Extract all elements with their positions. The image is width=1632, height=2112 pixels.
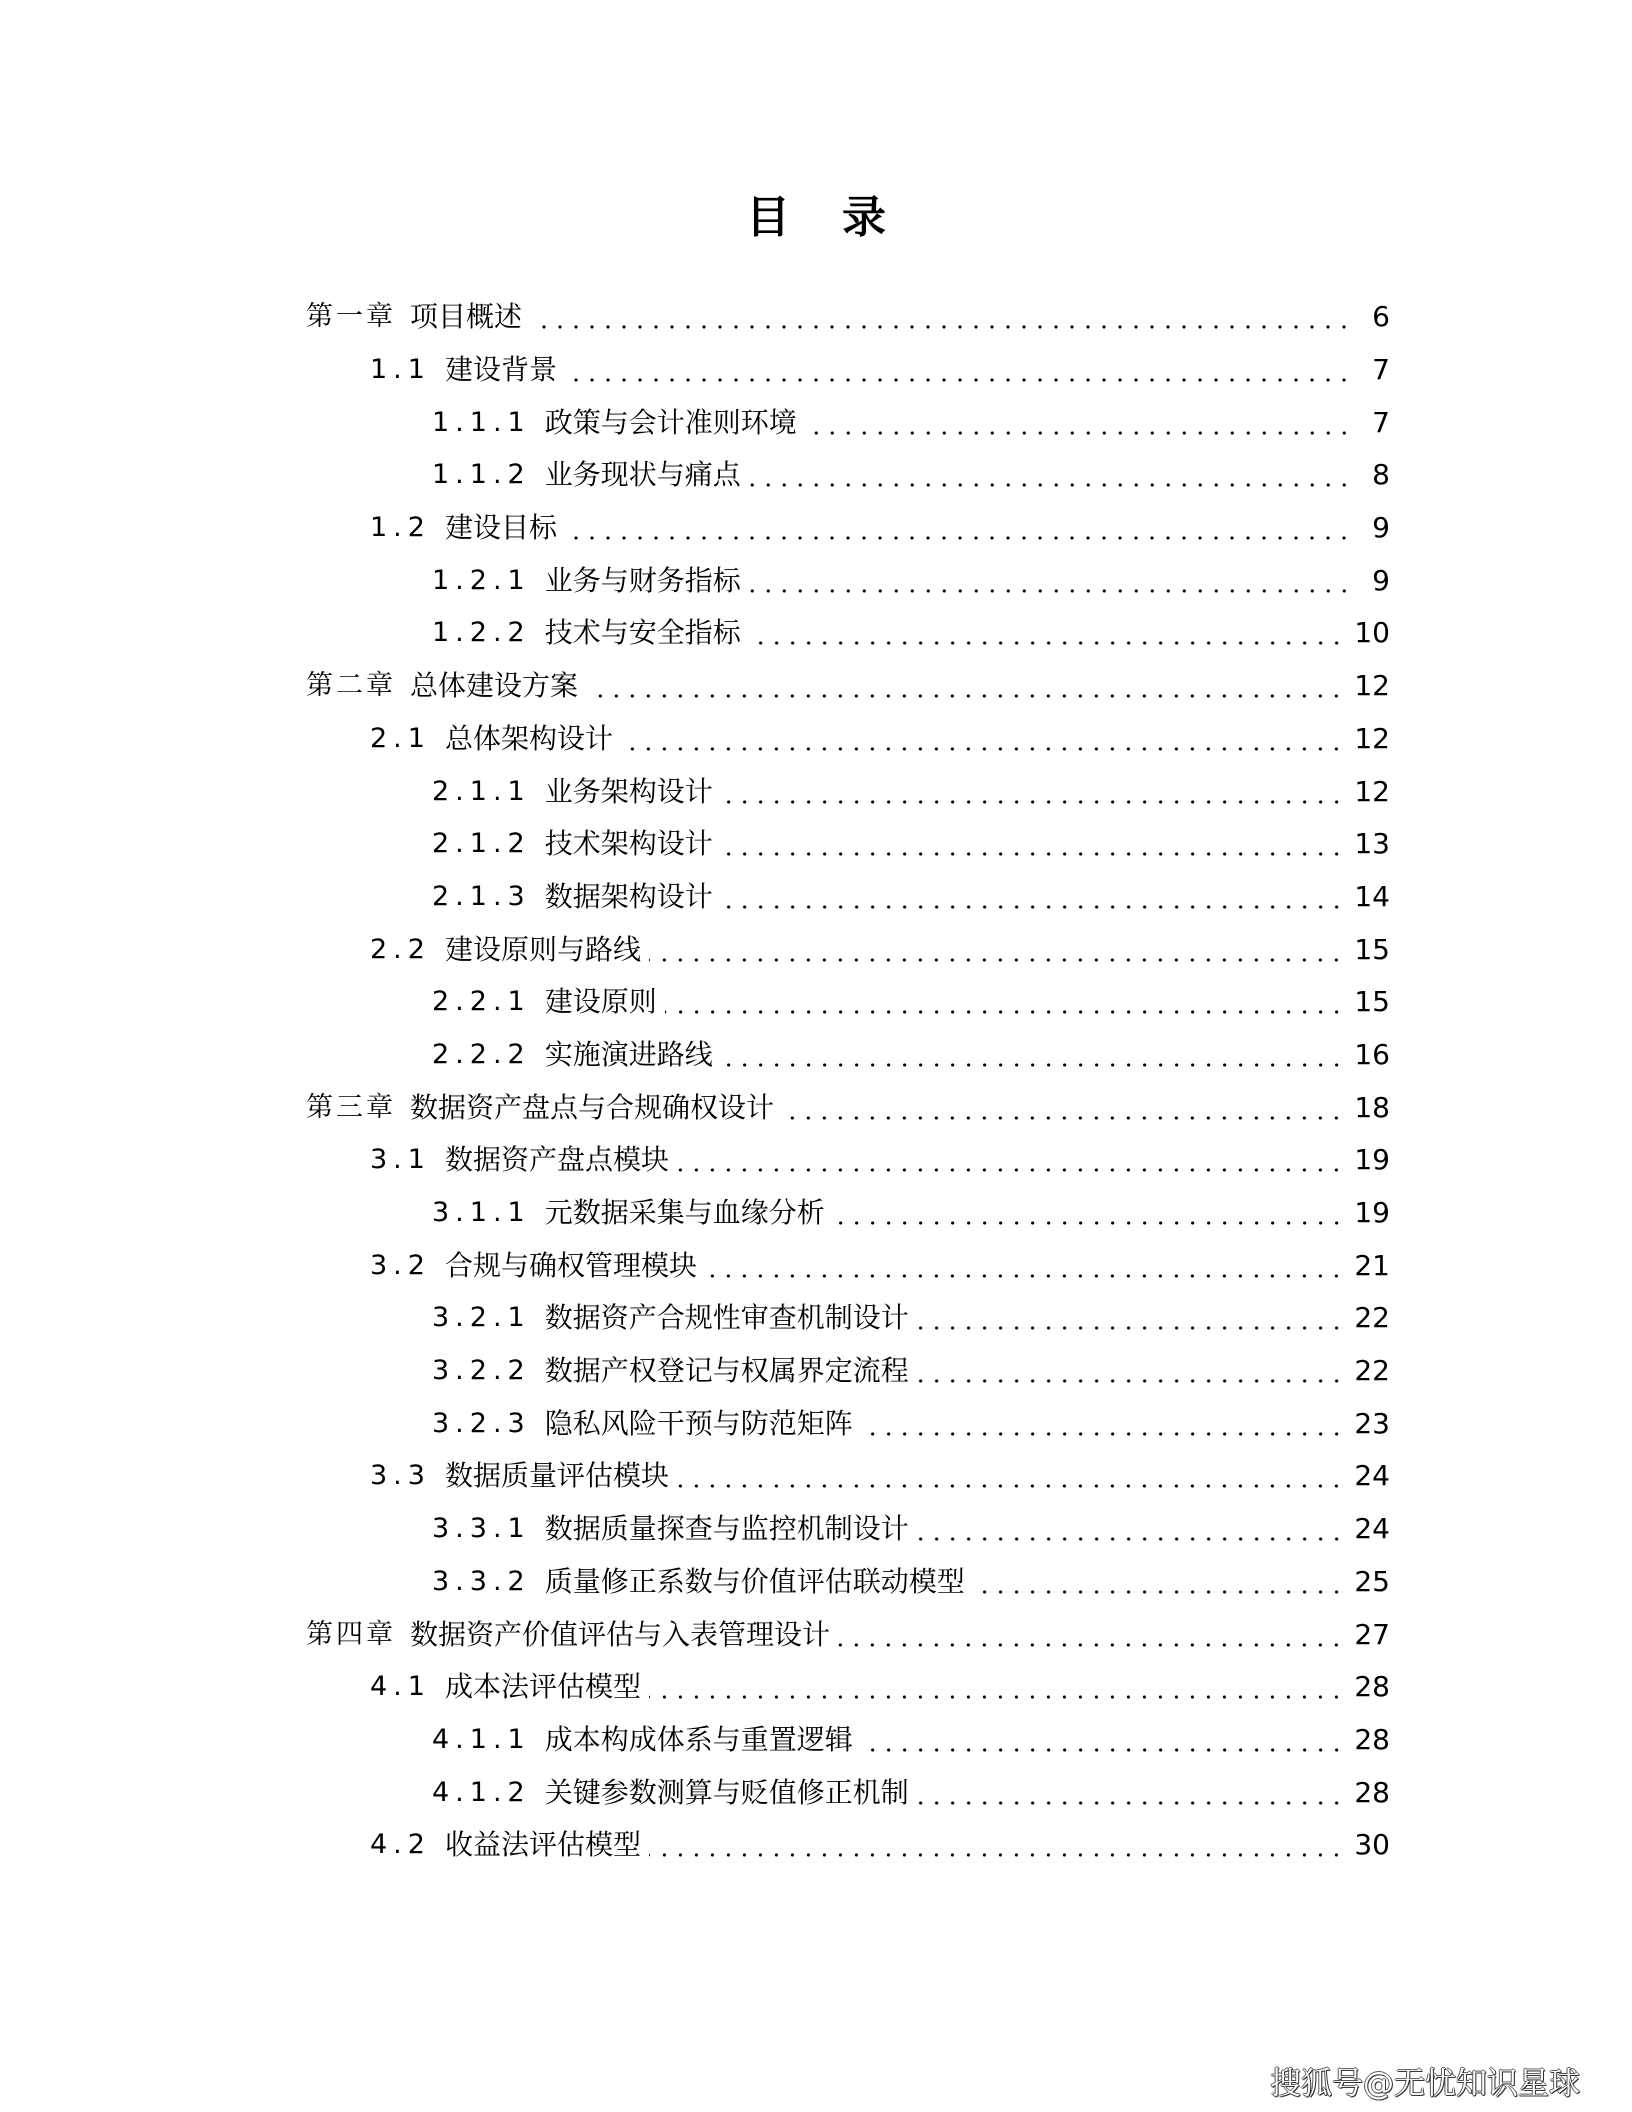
toc-entry-title: 数据资产盘点与合规确权设计 <box>410 1090 775 1124</box>
toc-entry-number: 3.1 <box>370 1144 431 1176</box>
toc-entry-page-number: 21 <box>1354 1248 1390 1282</box>
toc-entry-title: 质量修正系数与价值评估联动模型 <box>544 1564 965 1598</box>
dot-leader <box>530 300 1352 334</box>
toc-entry-level-2[interactable] <box>0 502 1632 555</box>
toc-entry-title: 建设原则与路线 <box>444 932 641 966</box>
toc-entry-page-number: 23 <box>1354 1406 1390 1440</box>
toc-entry-number: 2.2.2 <box>432 1038 531 1070</box>
dot-leader <box>749 564 1352 598</box>
toc-entry-number: 1.1.1 <box>432 406 531 438</box>
toc-entry-level-3[interactable] <box>0 1714 1632 1767</box>
dot-leader <box>749 458 1352 492</box>
toc-entry-title: 隐私风险干预与防范矩阵 <box>544 1406 853 1440</box>
toc-entry-title: 数据质量评估模块 <box>444 1459 669 1493</box>
toc-entry-title: 成本法评估模型 <box>444 1670 641 1704</box>
toc-entry-page-number: 28 <box>1354 1722 1390 1756</box>
dot-leader <box>782 1091 1344 1125</box>
toc-entry-level-3[interactable] <box>0 1187 1632 1240</box>
toc-entry-level-3[interactable] <box>0 396 1632 449</box>
toc-entry-page-number: 24 <box>1354 1512 1390 1546</box>
toc-entry-level-2[interactable] <box>0 1134 1632 1187</box>
dot-leader <box>621 722 1344 756</box>
toc-entry-title: 实施演进路线 <box>544 1037 713 1071</box>
toc-entry-page-number: 16 <box>1354 1037 1390 1071</box>
dot-leader <box>917 1354 1345 1388</box>
toc-entry-page-number: 27 <box>1354 1617 1390 1651</box>
toc-entry-number: 1.1.2 <box>432 459 531 491</box>
toc-entry-level-3[interactable] <box>0 1292 1632 1345</box>
toc-entry-level-2[interactable] <box>0 344 1632 397</box>
toc-entry-number: 4.2 <box>370 1829 431 1861</box>
toc-entry-page-number: 12 <box>1354 669 1390 703</box>
toc-entry-title: 总体建设方案 <box>410 669 579 703</box>
toc-entry-number: 3.1.1 <box>432 1197 531 1229</box>
toc-entry-page-number: 9 <box>1372 563 1390 597</box>
page-title: 目录 <box>746 192 938 243</box>
toc-entry-page-number: 7 <box>1372 405 1390 439</box>
table-of-contents <box>0 291 1632 1872</box>
toc-entry-number: 2.1.2 <box>432 828 531 860</box>
toc-entry-page-number: 25 <box>1354 1564 1390 1598</box>
toc-entry-number: 2.2 <box>370 933 431 965</box>
toc-entry-number: 第四章 <box>306 1618 396 1650</box>
toc-entry-level-2[interactable] <box>0 1450 1632 1503</box>
toc-entry-level-3[interactable] <box>0 554 1632 607</box>
toc-entry-title: 政策与会计准则环境 <box>544 405 797 439</box>
toc-entry-number: 4.1.1 <box>432 1723 531 1755</box>
toc-entry-page-number: 28 <box>1354 1775 1390 1809</box>
toc-entry-number: 2.1.3 <box>432 880 531 912</box>
toc-entry-title: 建设背景 <box>444 353 557 387</box>
toc-entry-number: 3.2.2 <box>432 1355 531 1387</box>
dot-leader <box>721 827 1345 861</box>
toc-entry-title: 收益法评估模型 <box>444 1828 641 1862</box>
dot-leader <box>565 353 1352 387</box>
toc-entry-page-number: 6 <box>1372 300 1390 334</box>
dot-leader <box>705 1249 1344 1283</box>
toc-entry-title: 数据资产盘点模块 <box>444 1143 669 1177</box>
toc-entry-page-number: 28 <box>1354 1670 1390 1704</box>
toc-entry-title: 总体架构设计 <box>444 721 613 755</box>
toc-entry-level-2[interactable] <box>0 1819 1632 1872</box>
dot-leader <box>838 1618 1344 1652</box>
toc-entry-title: 建设目标 <box>444 511 557 545</box>
toc-entry-number: 第三章 <box>306 1091 396 1123</box>
toc-entry-number: 1.2.2 <box>432 617 531 649</box>
toc-entry-page-number: 7 <box>1372 353 1390 387</box>
toc-entry-title: 业务现状与痛点 <box>544 458 741 492</box>
toc-entry-number: 第二章 <box>306 670 396 702</box>
toc-entry-level-2[interactable] <box>0 713 1632 766</box>
toc-entry-title: 数据资产合规性审查机制设计 <box>544 1301 909 1335</box>
toc-entry-page-number: 15 <box>1354 932 1390 966</box>
toc-entry-level-3[interactable] <box>0 1345 1632 1398</box>
toc-entry-number: 2.2.1 <box>432 986 531 1018</box>
toc-entry-page-number: 15 <box>1354 985 1390 1019</box>
dot-leader <box>721 880 1345 914</box>
toc-entry-page-number: 12 <box>1354 774 1390 808</box>
toc-entry-number: 3.3.2 <box>432 1565 531 1597</box>
toc-entry-number: 2.1.1 <box>432 775 531 807</box>
toc-entry-number: 3.2.3 <box>432 1407 531 1439</box>
toc-entry-title: 建设原则 <box>544 985 657 1019</box>
toc-entry-page-number: 24 <box>1354 1459 1390 1493</box>
toc-entry-title: 元数据采集与血缘分析 <box>544 1196 825 1230</box>
toc-entry-title: 合规与确权管理模块 <box>444 1248 697 1282</box>
toc-entry-level-3[interactable] <box>0 818 1632 871</box>
toc-entry-number: 3.2 <box>370 1249 431 1281</box>
dot-leader <box>586 669 1344 703</box>
toc-entry-page-number: 10 <box>1354 616 1390 650</box>
toc-entry-level-3[interactable] <box>0 1556 1632 1609</box>
watermark-text: 搜狐号@无忧知识星球 <box>1270 2066 1580 2102</box>
dot-leader <box>677 1459 1344 1493</box>
toc-entry-number: 1.1 <box>370 354 431 386</box>
toc-entry-page-number: 22 <box>1354 1354 1390 1388</box>
dot-leader <box>973 1565 1345 1599</box>
dot-leader <box>861 1723 1345 1757</box>
toc-entry-page-number: 13 <box>1354 827 1390 861</box>
toc-entry-level-2[interactable] <box>0 1239 1632 1292</box>
toc-entry-level-1[interactable] <box>0 660 1632 713</box>
dot-leader <box>649 933 1344 967</box>
toc-entry-number: 4.1.2 <box>432 1776 531 1808</box>
dot-leader <box>833 1196 1345 1230</box>
dot-leader <box>861 1407 1345 1441</box>
toc-entry-level-1[interactable] <box>0 1081 1632 1134</box>
toc-entry-page-number: 8 <box>1372 458 1390 492</box>
toc-entry-title: 数据质量探查与监控机制设计 <box>544 1512 909 1546</box>
dot-leader <box>917 1776 1345 1810</box>
toc-entry-number: 3.3 <box>370 1460 431 1492</box>
toc-entry-level-3[interactable] <box>0 1766 1632 1819</box>
toc-entry-level-3[interactable] <box>0 1503 1632 1556</box>
toc-entry-title: 数据资产价值评估与入表管理设计 <box>410 1617 831 1651</box>
toc-entry-level-3[interactable] <box>0 1397 1632 1450</box>
dot-leader <box>665 985 1345 1019</box>
toc-entry-number: 3.3.1 <box>432 1513 531 1545</box>
toc-entry-page-number: 19 <box>1354 1143 1390 1177</box>
toc-entry-level-3[interactable] <box>0 976 1632 1029</box>
toc-entry-page-number: 22 <box>1354 1301 1390 1335</box>
toc-entry-page-number: 18 <box>1354 1090 1390 1124</box>
toc-entry-level-3[interactable] <box>0 765 1632 818</box>
dot-leader <box>649 1670 1344 1704</box>
toc-entry-page-number: 30 <box>1354 1828 1390 1862</box>
toc-entry-title: 技术架构设计 <box>544 827 713 861</box>
toc-entry-title: 数据架构设计 <box>544 879 713 913</box>
toc-entry-number: 4.1 <box>370 1671 431 1703</box>
toc-entry-title: 成本构成体系与重置逻辑 <box>544 1722 853 1756</box>
toc-entry-number: 1.2 <box>370 512 431 544</box>
toc-entry-title: 项目概述 <box>410 300 523 334</box>
toc-entry-level-1[interactable] <box>0 291 1632 344</box>
toc-entry-title: 业务与财务指标 <box>544 563 741 597</box>
dot-leader <box>721 1038 1345 1072</box>
dot-leader <box>649 1828 1344 1862</box>
toc-entry-level-2[interactable] <box>0 1661 1632 1714</box>
toc-entry-page-number: 19 <box>1354 1196 1390 1230</box>
toc-entry-title: 数据产权登记与权属界定流程 <box>544 1354 909 1388</box>
toc-entry-number: 1.2.1 <box>432 564 531 596</box>
dot-leader <box>565 511 1352 545</box>
dot-leader <box>721 775 1345 809</box>
toc-entry-page-number: 14 <box>1354 879 1390 913</box>
toc-entry-title: 关键参数测算与贬值修正机制 <box>544 1775 909 1809</box>
toc-entry-page-number: 12 <box>1354 721 1390 755</box>
toc-entry-number: 3.2.1 <box>432 1302 531 1334</box>
dot-leader <box>917 1301 1345 1335</box>
toc-entry-level-3[interactable] <box>0 449 1632 502</box>
dot-leader <box>805 406 1352 440</box>
dot-leader <box>677 1143 1344 1177</box>
toc-entry-page-number: 9 <box>1372 511 1390 545</box>
dot-leader <box>917 1512 1345 1546</box>
toc-entry-level-3[interactable] <box>0 1029 1632 1082</box>
toc-entry-level-2[interactable] <box>0 923 1632 976</box>
dot-leader <box>749 616 1345 650</box>
toc-entry-number: 2.1 <box>370 722 431 754</box>
toc-entry-title: 业务架构设计 <box>544 774 713 808</box>
toc-entry-level-3[interactable] <box>0 871 1632 924</box>
toc-entry-level-3[interactable] <box>0 607 1632 660</box>
toc-entry-level-1[interactable] <box>0 1608 1632 1661</box>
toc-entry-number: 第一章 <box>306 301 396 333</box>
toc-entry-title: 技术与安全指标 <box>544 616 741 650</box>
